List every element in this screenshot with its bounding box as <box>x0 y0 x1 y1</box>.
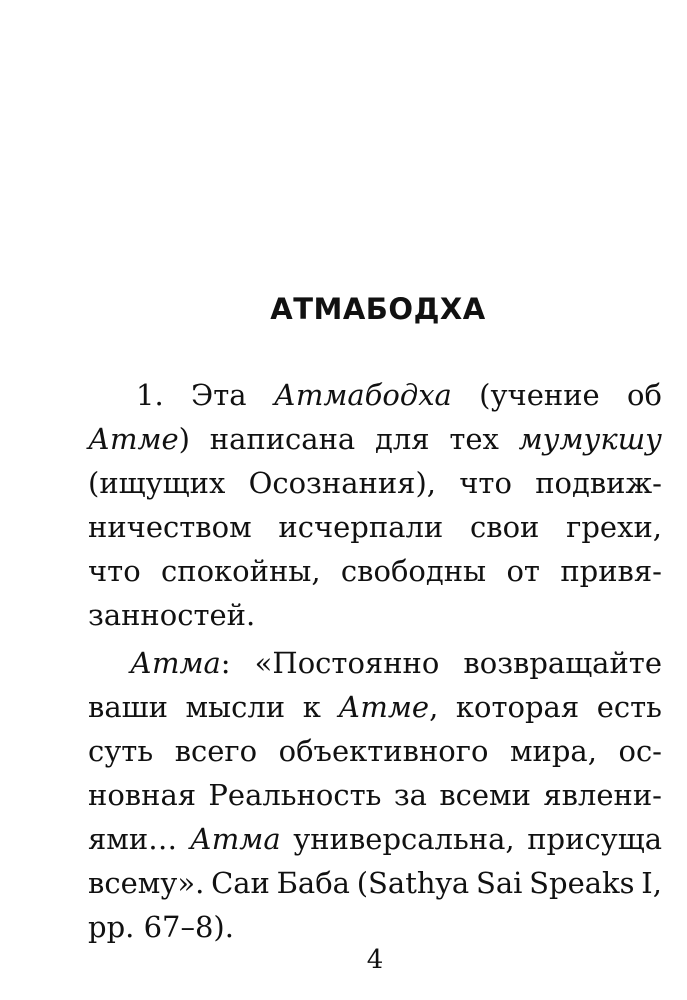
paragraph-2-line-4 <box>88 773 662 817</box>
word: всеми <box>439 778 531 812</box>
word: Баба <box>276 866 350 900</box>
word: возвращайте <box>463 646 662 680</box>
word: об <box>627 378 662 412</box>
chapter-heading: АТМАБОДХА <box>270 292 486 326</box>
word: Speaks <box>529 866 635 900</box>
word: подвиж- <box>535 466 662 500</box>
word: Sai <box>475 866 523 900</box>
paragraph-1-line-4 <box>88 505 662 549</box>
italic-term: мумукшу <box>518 422 662 456</box>
word: мира, <box>509 734 597 768</box>
paragraph-2-line-3 <box>88 729 662 773</box>
word: мысли <box>185 690 286 724</box>
paragraph-1-line-5 <box>88 549 662 593</box>
paragraph-2-line-1 <box>88 641 662 685</box>
punctuation: : <box>220 646 231 680</box>
paragraph-1-line-6 <box>88 593 662 637</box>
word: которая <box>455 690 580 724</box>
word: занностей. <box>88 598 256 632</box>
italic-term: Атма <box>189 822 281 856</box>
word: что <box>459 466 512 500</box>
paragraph-2-line-6 <box>88 861 662 905</box>
word: 1. <box>136 378 164 412</box>
word: ваши <box>88 690 168 724</box>
word: написана <box>209 422 356 456</box>
word: (учение <box>479 378 600 412</box>
word: к <box>302 690 321 724</box>
paragraph-1-line-2 <box>88 417 662 461</box>
paragraph-2-line-5 <box>88 817 662 861</box>
page-number: 4 <box>366 945 384 975</box>
word: новная <box>88 778 197 812</box>
word: для <box>374 422 430 456</box>
word: (ищущих <box>88 466 226 500</box>
word: Реальность <box>208 778 382 812</box>
word: I, <box>641 866 662 900</box>
word: (Sathya <box>356 866 470 900</box>
word: привя- <box>560 554 662 588</box>
word: объективного <box>278 734 489 768</box>
word: ями… <box>88 822 178 856</box>
punctuation: , <box>429 690 439 724</box>
italic-term: Атме <box>88 422 179 456</box>
word: есть <box>596 690 662 724</box>
paragraph-1-line-3 <box>88 461 662 505</box>
italic-term: Атма <box>130 646 221 680</box>
word: Осознания), <box>248 466 436 500</box>
word: свободны <box>340 554 487 588</box>
word: Саи <box>211 866 270 900</box>
word: грехи, <box>566 510 662 544</box>
word: что <box>88 554 141 588</box>
word: Эта <box>191 378 247 412</box>
word: исчерпали <box>278 510 444 544</box>
word: спокойны, <box>161 554 321 588</box>
word: универсальна, <box>293 822 515 856</box>
word: всему». <box>88 866 205 900</box>
word: присуща <box>527 822 662 856</box>
punctuation: ) <box>178 422 190 456</box>
paragraph-2-line-2 <box>88 685 662 729</box>
word: ос- <box>618 734 662 768</box>
word: суть <box>88 734 154 768</box>
word: тех <box>449 422 499 456</box>
italic-term: Атме <box>338 690 430 724</box>
word: явлени- <box>543 778 662 812</box>
citation: pp. 67–8). <box>88 910 234 944</box>
word: «Постоянно <box>254 646 440 680</box>
paragraph-1-line-1 <box>88 373 662 417</box>
italic-term: Атмабодха <box>273 378 452 412</box>
paragraph-2-line-7 <box>88 905 662 949</box>
word: за <box>393 778 427 812</box>
word: всего <box>174 734 258 768</box>
word: от <box>506 554 540 588</box>
word: ничеством <box>88 510 252 544</box>
word: свои <box>470 510 540 544</box>
